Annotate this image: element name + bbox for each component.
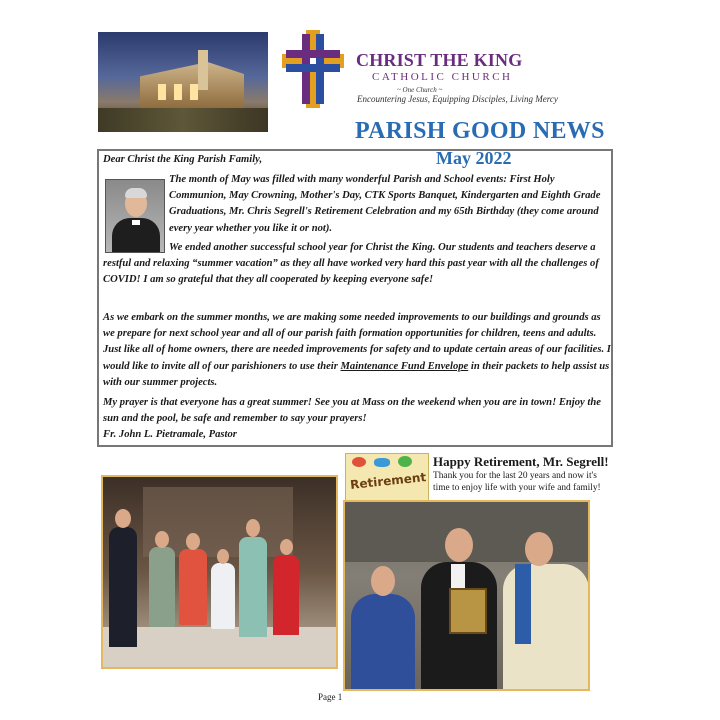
letter-salutation: Dear Christ the King Parish Family,: [103, 154, 263, 165]
retirement-graphic-text: Retirement: [349, 470, 427, 492]
letter-paragraph-4: [103, 395, 611, 444]
issue-date: May 2022: [436, 148, 512, 168]
church-subtitle: CATHOLIC CHURCH: [372, 71, 513, 83]
letter-paragraph-4-text: My prayer is that everyone has a great summer! See you at Mass on the weekend when you are in town! Enjoy the sun and the pool, be safe and remember to say your prayers!: [103, 397, 601, 425]
letter-paragraph-2-text: We ended another successful school year for Christ the King. Our students and teachers deserve a restful and relaxing “summer vacation” as they all have worked very hard this past year with all the challenges of COVID! I am so grateful that they all cooperated by keeping everyone safe!: [103, 242, 599, 286]
letter-signature: Fr. John L. Pietramale, Pastor: [103, 429, 237, 441]
retirement-heading: Happy Retirement, Mr. Segrell!: [433, 454, 609, 469]
retirement-presentation-photo: [343, 500, 590, 691]
family-group-photo: [101, 475, 338, 669]
church-building-photo: [98, 32, 268, 132]
one-church-motto: ~ One Church ~: [397, 86, 443, 94]
page-number: Page 1: [318, 692, 343, 702]
letter-paragraph-1: The month of May was filled with many wonderful Parish and School events: First Holy Communion, May Crowning, Mother's Day, CTK Sports Banquet, Kindergarten and Eighth Grade Graduations, Mr. Chris Segrell's Retirement Celebration and my 65th Birthday (they come around every year whether you like it or not).: [169, 174, 601, 234]
church-cross-logo-icon: [282, 30, 344, 108]
newsletter-title: PARISH GOOD NEWS: [355, 118, 605, 144]
retirement-graphic: [345, 453, 429, 501]
letter-paragraph-3-end: in their packets to help assist us with our summer projects.: [103, 360, 610, 388]
church-tagline: Encountering Jesus, Equipping Disciples, Living Mercy: [357, 94, 558, 104]
letter-paragraph-3-text: As we embark on the summer months, we are making some needed improvements to our buildings and grounds as we prepare for next school year and all of our parish faith formation opportunities for children, teens and adults. Just like all of home owners, there are needed improvements for safety and to update certain areas of our facilities. I would like to invite all of our parishioners to use their: [103, 312, 611, 372]
retirement-message: Thank you for the last 20 years and now it's time to enjoy life with your wife and family!: [433, 471, 601, 493]
letter-paragraph-3: [103, 310, 611, 391]
letter-paragraph-2: [103, 240, 611, 289]
church-name: CHRIST THE KING: [356, 50, 523, 70]
maintenance-fund-link: Maintenance Fund Envelope: [340, 360, 469, 372]
